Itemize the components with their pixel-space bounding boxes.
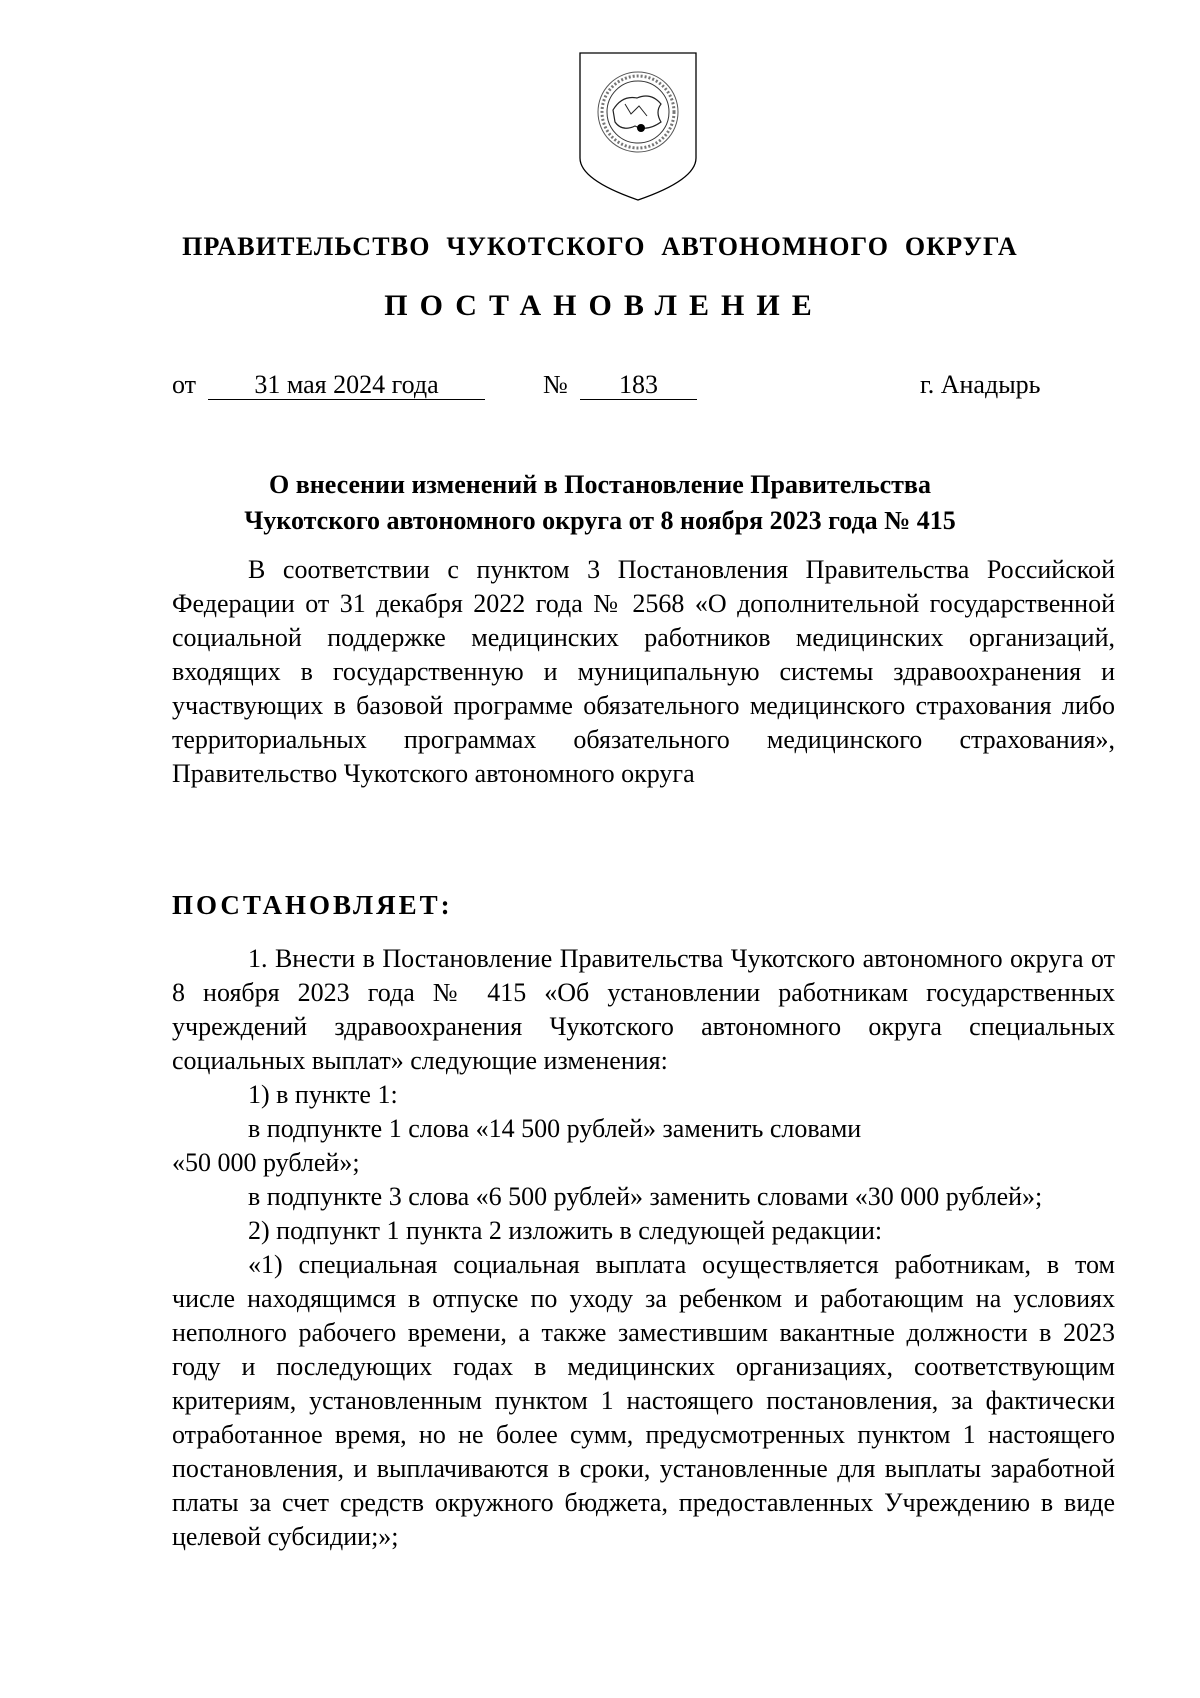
document-type-heading: ПОСТАНОВЛЕНИЕ	[384, 289, 824, 322]
government-heading: ПРАВИТЕЛЬСТВО ЧУКОТСКОГО АВТОНОМНОГО ОКРУГА	[182, 232, 1018, 261]
number-label: №	[543, 370, 568, 399]
item-2-heading: 2) подпункт 1 пункта 2 изложить в следующей редакции:	[248, 1216, 883, 1245]
date-value: 31 мая 2024 года	[208, 371, 485, 400]
title-line-2: Чукотского автономного округа от 8 ноября 2023 года № 415	[244, 506, 956, 535]
subpoint-3-change: в подпункте 3 слова «6 500 рублей» заменить словами «30 000 рублей»;	[248, 1182, 1043, 1211]
title-line-1: О внесении изменений в Постановление Правительства	[269, 470, 931, 499]
date-field	[208, 370, 485, 400]
item-2-new-text: «1) специальная социальная выплата осуществляется работникам, в том числе находящимся в отпуске по уходу за ребенком и работающим на условиях неполного рабочего времени, а также заместившим вакантные должности в 2023 году и последующих годах в медицинских организациях, соответствующим критериям, установленным пунктом 1 настоящего постановления, за фактически отработанное время, но не более сумм, предусмотренных пунктом 1 настоящего постановления, и выплачиваются в сроки, установленные для выплаты заработной платы за счет средств окружного бюджета, предоставленных Учреждению в виде целевой субсидии;»;	[172, 1250, 1115, 1551]
coat-of-arms-emblem	[577, 50, 699, 202]
items-section	[172, 942, 1115, 1554]
preamble-paragraph: В соответствии с пунктом 3 Постановления Правительства Российской Федерации от 31 декабря 2022 года № 2568 «О дополнительной государственной социальной поддержке медицинских работников медицинских организаций, входящих в государственную и муниципальную системы здравоохранения и участвующих в базовой программе обязательного медицинского страхования либо территориальных программах обязательного медицинского страхования», Правительство Чукотского автономного округа	[172, 555, 1115, 788]
number-field	[580, 370, 697, 400]
number-value: 183	[580, 371, 697, 400]
item-1-subpoint-heading: 1) в пункте 1:	[248, 1080, 398, 1109]
subpoint-1-change-continued: «50 000 рублей»;	[172, 1148, 360, 1177]
city-label: г. Анадырь	[920, 370, 1041, 399]
resolves-heading: ПОСТАНОВЛЯЕТ:	[172, 890, 453, 920]
document-title	[0, 467, 1200, 539]
preamble-section	[172, 553, 1115, 791]
item-1-paragraph: 1. Внести в Постановление Правительства Чукотского автономного округа от 8 ноября 2023 года № 415 «Об установлении работникам государственных учреждений здравоохранения Чукотского автономного округа специальных социальных выплат» следующие изменения:	[172, 944, 1115, 1075]
subpoint-1-change-line: в подпункте 1 слова «14 500 рублей» заменить словами	[248, 1114, 862, 1143]
from-label: от	[172, 370, 197, 399]
